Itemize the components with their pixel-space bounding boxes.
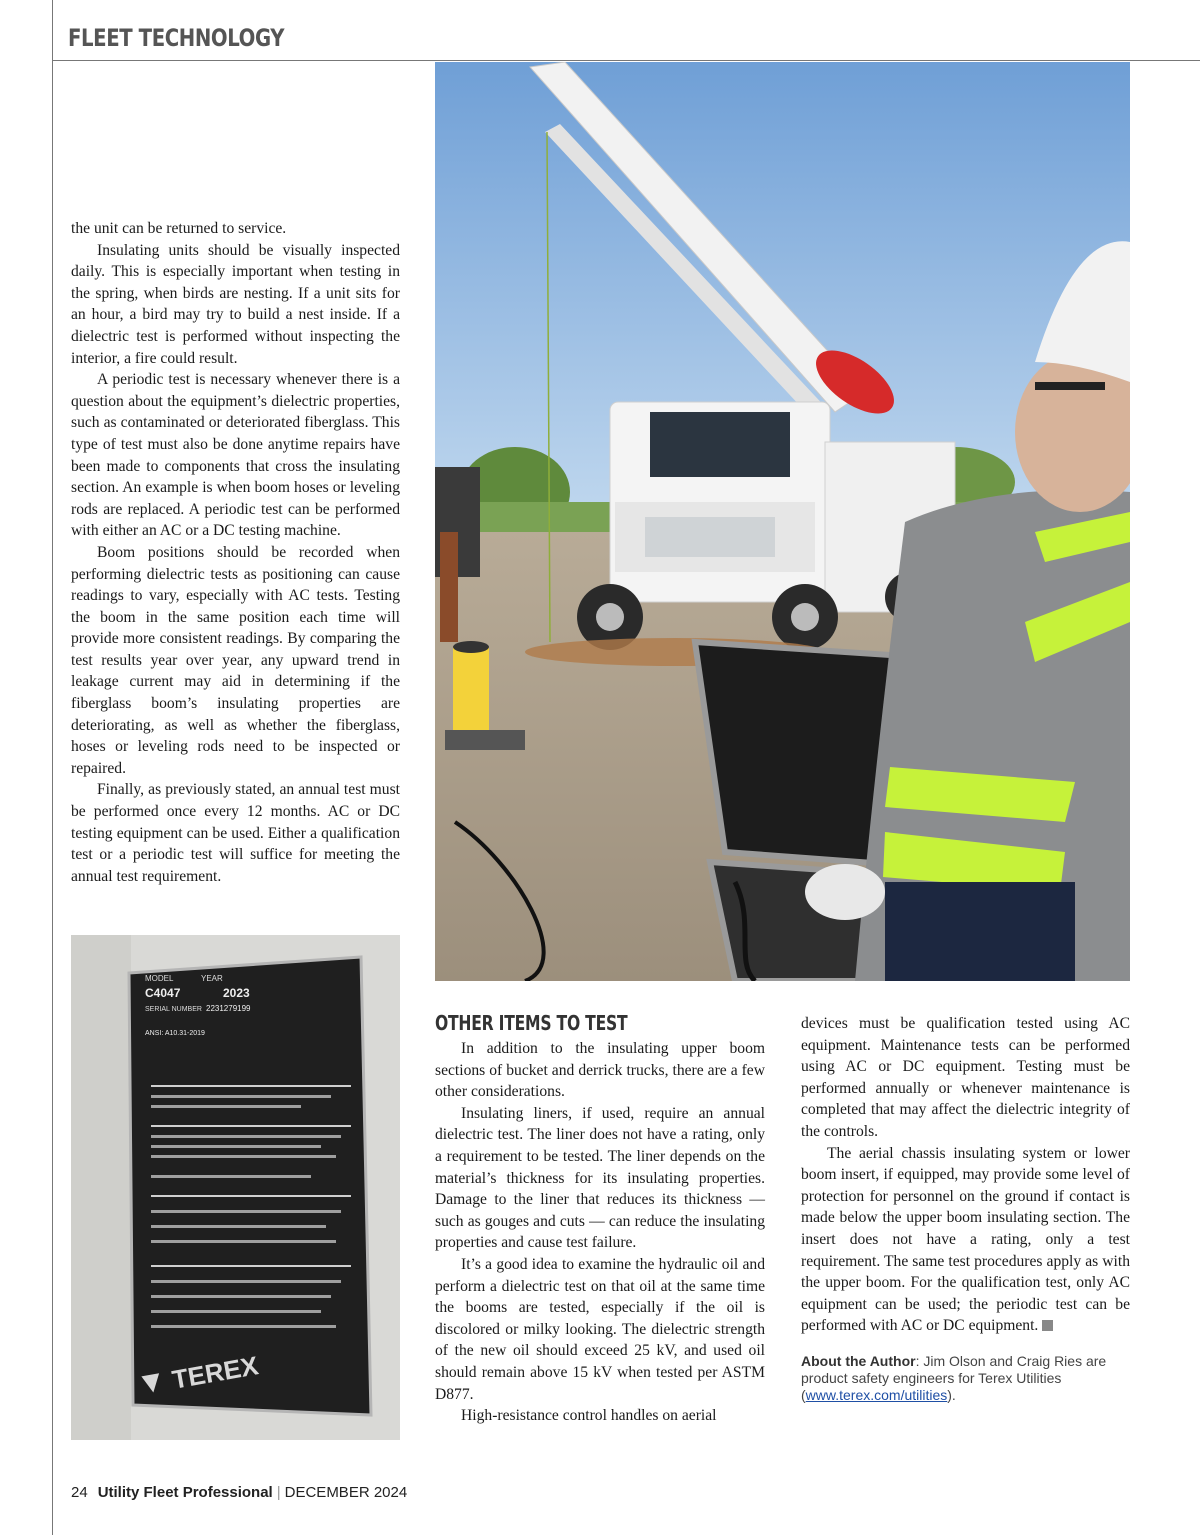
right-article-column: [801, 1013, 1130, 1337]
author-tail: ).: [947, 1387, 956, 1403]
paragraph: In addition to the insulating upper boom sections of bucket and derrick trucks, there are a few other considerations.: [435, 1040, 765, 1101]
subhead-other-items: OTHER ITEMS TO TEST: [435, 1011, 628, 1035]
plate-serial: 2231279199: [206, 1004, 251, 1013]
end-of-article-icon: [1042, 1320, 1053, 1331]
page-footer: [71, 1484, 407, 1501]
author-label: About the Author: [801, 1353, 916, 1369]
paragraph: Insulating liners, if used, require an annual dielectric test. The liner does not have a rating, only a requirement to be tested. The liner depends on the material’s thickness for its insulating properties. Damage to the liner that reduces its thickness — such as gouges and cuts — can reduce the insulating properties and cause test failure.: [435, 1104, 765, 1252]
paragraph: High-resistance control handles on aerial: [461, 1407, 717, 1425]
plate-serial-label: SERIAL NUMBER: [145, 1006, 202, 1013]
plate-model: C4047: [145, 986, 181, 1000]
plate-model-label: MODEL: [145, 974, 174, 983]
header-rule: [52, 60, 1200, 61]
author-text: : Jim Olson and Craig Ries are product safety engineers for Terex Utilities (: [801, 1353, 1107, 1403]
left-margin-rule: [52, 0, 53, 1535]
footer-separator: |: [276, 1484, 281, 1501]
middle-article-column: [435, 1010, 765, 1427]
equipment-data-plate-photo: [71, 935, 400, 1440]
about-the-author: [801, 1353, 1121, 1404]
paragraph: Boom positions should be recorded when performing dielectric tests as positioning can cause readings to vary, especially with AC tests. Testing the boom in the same position each time will provide more consistent readings. By comparing the test results year over year, any upward trend in leakage current may aid in determining if the fiberglass boom’s insulating properties are deteriorating, as well as whether the fiberglass, hoses or leveling rods need to be inspected or repaired.: [71, 543, 400, 777]
plate-year: 2023: [223, 986, 250, 1000]
author-link[interactable]: www.terex.com/utilities: [805, 1387, 948, 1403]
plate-year-label: YEAR: [201, 974, 223, 983]
paragraph: the unit can be returned to service.: [71, 220, 287, 237]
left-article-column: [71, 218, 400, 887]
plate-ansi: ANSI: A10.31-2019: [145, 1030, 205, 1037]
bucket-truck-test-photo: [435, 62, 1130, 981]
page-number: 24: [71, 1484, 88, 1501]
section-label: FLEET TECHNOLOGY: [68, 24, 285, 52]
paragraph: It’s a good idea to examine the hydraulic oil and perform a dielectric test on that oil at the same time the booms are tested, especially if the oil is discolored or milky looking. The dielectric strength of the new oil should exceed 25 kV, and used oil should remain above 15 kV when tested per ASTM D877.: [435, 1255, 765, 1403]
paragraph: [801, 1143, 1130, 1337]
paragraph: A periodic test is necessary whenever there is a question about the equipment’s dielectric properties, such as contaminated or deteriorated fiberglass. This type of test must also be done anytime repairs have been made to components that cross the insulating section. An example is when boom hoses or leveling rods are replaced. A periodic test can be performed with either an AC or a DC testing machine.: [71, 371, 400, 540]
plate-brand: TEREX: [169, 1350, 261, 1395]
paragraph: Finally, as previously stated, an annual test must be performed once every 12 months. AC or DC testing equipment can be used. Either a qualification test or a periodic test will suffice for meeting the annual test requirement.: [71, 781, 400, 885]
paragraph-text: The aerial chassis insulating system or lower boom insert, if equipped, may provide some level of protection for personnel on the ground if contact is made below the upper boom insulating section. The insert does not have a rating, only a test requirement. The same test procedures apply as with the upper boom. For the qualification test, only AC equipment can be used; the periodic test can be performed with AC or DC equipment.: [801, 1144, 1130, 1335]
issue-date: DECEMBER 2024: [284, 1484, 408, 1501]
paragraph: devices must be qualification tested using AC equipment. Maintenance tests can be performed using AC or DC equipment. Testing must be performed annually or whenever maintenance is completed that may affect the dielectric integrity of the controls.: [801, 1015, 1130, 1140]
paragraph: Insulating units should be visually inspected daily. This is especially important when testing in the spring, when birds are nesting. If a unit sits for an hour, a bird may try to build a nest inside. If a dielectric test is performed without inspecting the interior, a fire could result.: [71, 241, 400, 367]
publication-name: Utility Fleet Professional: [97, 1484, 273, 1501]
